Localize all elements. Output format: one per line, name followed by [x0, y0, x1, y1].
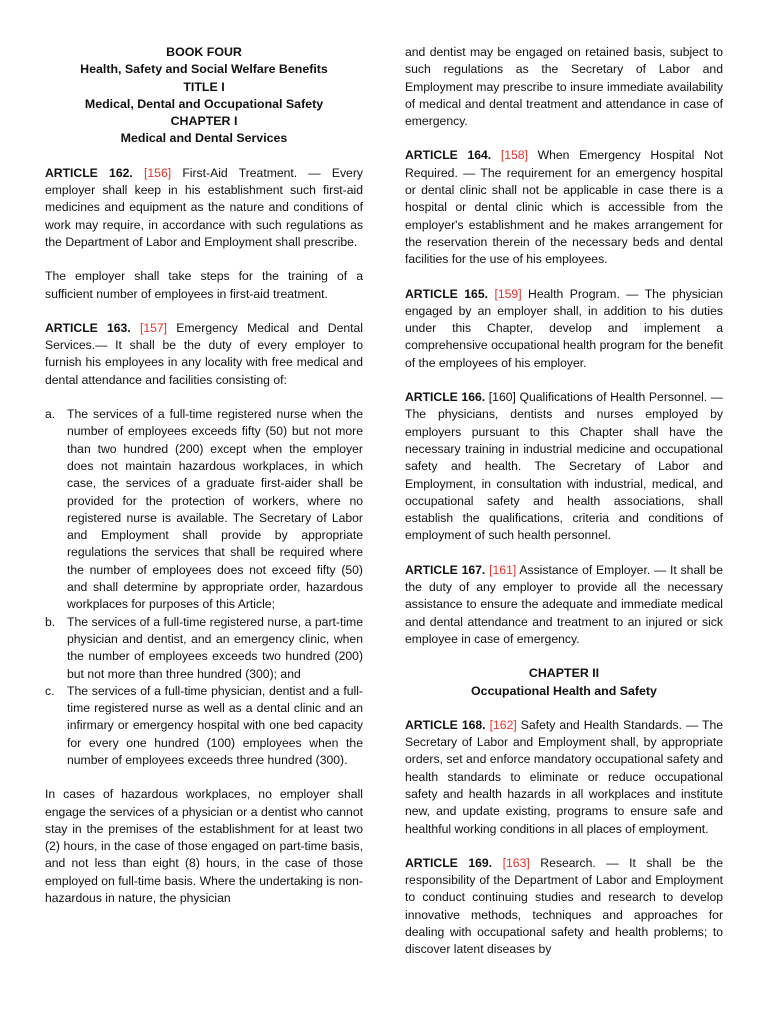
footnote-ref: [161]: [489, 562, 517, 577]
article-168: [405, 717, 723, 838]
left-column: [45, 44, 363, 924]
article-166: [405, 389, 723, 545]
hazardous-paragraph: In cases of hazardous workplaces, no employer shall engage the services of a physician or a dentist who cannot stay in the premises of the establishment for at least two (2) hours, in the case of those engaged on part-time basis, and not less than eight (8) hours, in the case of those employed on full-time basis. Where the undertaking is non-hazardous in nature, the physician: [45, 787, 363, 906]
list-item: [45, 614, 363, 683]
article-text: When Emergency Hospital Not Required. — The requirement for an emergency hospital or dental clinic shall not be applicable in case there is a hospital or dental clinic which is accessible from the employer's establishment and he makes arrangement for the reservation therein of the necessary beds and dental facilities for the use of his employees.: [405, 148, 724, 267]
list-letter: a.: [45, 407, 56, 422]
footnote-ref: [157]: [139, 320, 168, 335]
list-item-text: The services of a full-time physician, dentist and a full-time registered nurse as well as a dental clinic and an infirmary or emergency hospital with one bed capacity for every one hundred (100) employees when the number of employees exceeds three hundred (300).: [67, 683, 363, 767]
article-text: Assistance of Employer. — It shall be the duty of any employer to provide all the necessary assistance to ensure the adequate and immediate medical and dental attendance and treatment to an injured or sick employee in case of emergency.: [405, 562, 723, 646]
article-label: ARTICLE 167.: [405, 562, 486, 577]
title-name: Medical, Dental and Occupational Safety: [84, 96, 324, 111]
chapter-name: Occupational Health and Safety: [471, 683, 657, 698]
list-letter: b.: [45, 614, 56, 629]
article-text: Emergency Medical and Dental Services.— It shall be the duty of every employer to furnish his employees in any locality with free medical and dental attendance and facilities consisting of:: [45, 320, 364, 387]
article-label: ARTICLE 168.: [405, 717, 486, 732]
title-label: TITLE I: [183, 79, 225, 94]
chapter-label: CHAPTER II: [528, 666, 600, 681]
article-text: Health Program. — The physician engaged by an employer shall, in addition to his duties under this Chapter, develop and implement a comprehensive occupational health program for the benefit of the employees of his employer.: [405, 286, 724, 370]
list-item: [45, 683, 363, 769]
right-column: [405, 44, 723, 976]
article-label: ARTICLE 164.: [405, 148, 492, 163]
chapter-name: Medical and Dental Services: [120, 131, 288, 146]
footnote-ref: [159]: [494, 286, 522, 301]
list-letter: c.: [45, 683, 55, 698]
article-text: [160] Qualifications of Health Personnel. — The physicians, dentists and nurses employed by employers pursuant to this Chapter shall have the necessary training in industrial medicine and occupational safety and health. The Secretary of Labor and Employment, in consultation with industrial, medical, and occupational safety and health associations, shall establish the qualifications, criteria and conditions of employment of such health personnel.: [405, 390, 723, 543]
book-title: Health, Safety and Social Welfare Benefits: [80, 62, 328, 77]
document-heading: [45, 44, 363, 148]
article-164: [405, 147, 723, 268]
list-item-text: The services of a full-time registered nurse, a part-time physician and dentist, and an emergency clinic, when the number of employees exceeds two hundred (200) but not more than three hundred (300); and: [67, 614, 363, 681]
footnote-ref: [163]: [502, 855, 530, 870]
list-item: [45, 406, 363, 614]
article-163: [45, 320, 363, 389]
article-167: [405, 562, 723, 648]
footnote-ref: [158]: [500, 148, 528, 163]
training-paragraph: The employer shall take steps for the training of a sufficient number of employees in first-aid treatment.: [45, 269, 363, 301]
article-label: ARTICLE 163.: [45, 320, 131, 335]
article-label: ARTICLE 166.: [405, 390, 486, 405]
continuation-paragraph: and dentist may be engaged on retained basis, subject to such regulations as the Secretary of Labor and Employment may prescribe to insure immediate availability of medical and dental treatment and attendance in case of emergency.: [405, 45, 723, 129]
article-165: [405, 286, 723, 372]
article-label: ARTICLE 169.: [405, 855, 493, 870]
chapter-label: CHAPTER I: [170, 114, 238, 129]
article-text: First-Aid Treatment. — Every employer shall keep in his establishment such first-aid medicines and equipment as the nature and conditions of work may require, in accordance with such regulations as the Department of Labor and Employment shall prescribe.: [45, 165, 363, 249]
footnote-ref: [162]: [489, 717, 517, 732]
article-text: Safety and Health Standards. — The Secretary of Labor and Employment shall, by appropriate orders, set and enforce mandatory occupational safety and health standards to eliminate or reduce occupational safety and health hazards in all workplaces and institute new, and update existing, programs to ensure safe and healthful working conditions in all places of employment.: [405, 717, 724, 836]
article-label: ARTICLE 165.: [405, 286, 488, 301]
footnote-ref: [156]: [144, 165, 172, 180]
chapter-two-heading: [405, 665, 723, 700]
article-162: [45, 165, 363, 251]
services-list: [45, 406, 363, 769]
book-label: BOOK FOUR: [166, 45, 242, 59]
article-169: [405, 855, 723, 959]
list-item-text: The services of a full-time registered nurse when the number of employees exceeds fifty (50) but not more than two hundred (200) except when the employer does not maintain hazardous workplaces, in which case, the services of a graduate first-aider shall be provided for the protection of workers, where no registered nurse is available. The Secretary of Labor and Employment shall provide by appropriate regulations the services that shall be required where the number of employees does not exceed fifty (50) and shall determine by appropriate order, hazardous workplaces for purposes of this Article;: [67, 407, 363, 612]
article-text: Research. — It shall be the responsibility of the Department of Labor and Employment to conduct continuing studies and research to develop innovative methods, techniques and approaches for dealing with occupational safety and health problems; to discover latent diseases by: [405, 855, 724, 957]
article-label: ARTICLE 162.: [45, 165, 133, 180]
